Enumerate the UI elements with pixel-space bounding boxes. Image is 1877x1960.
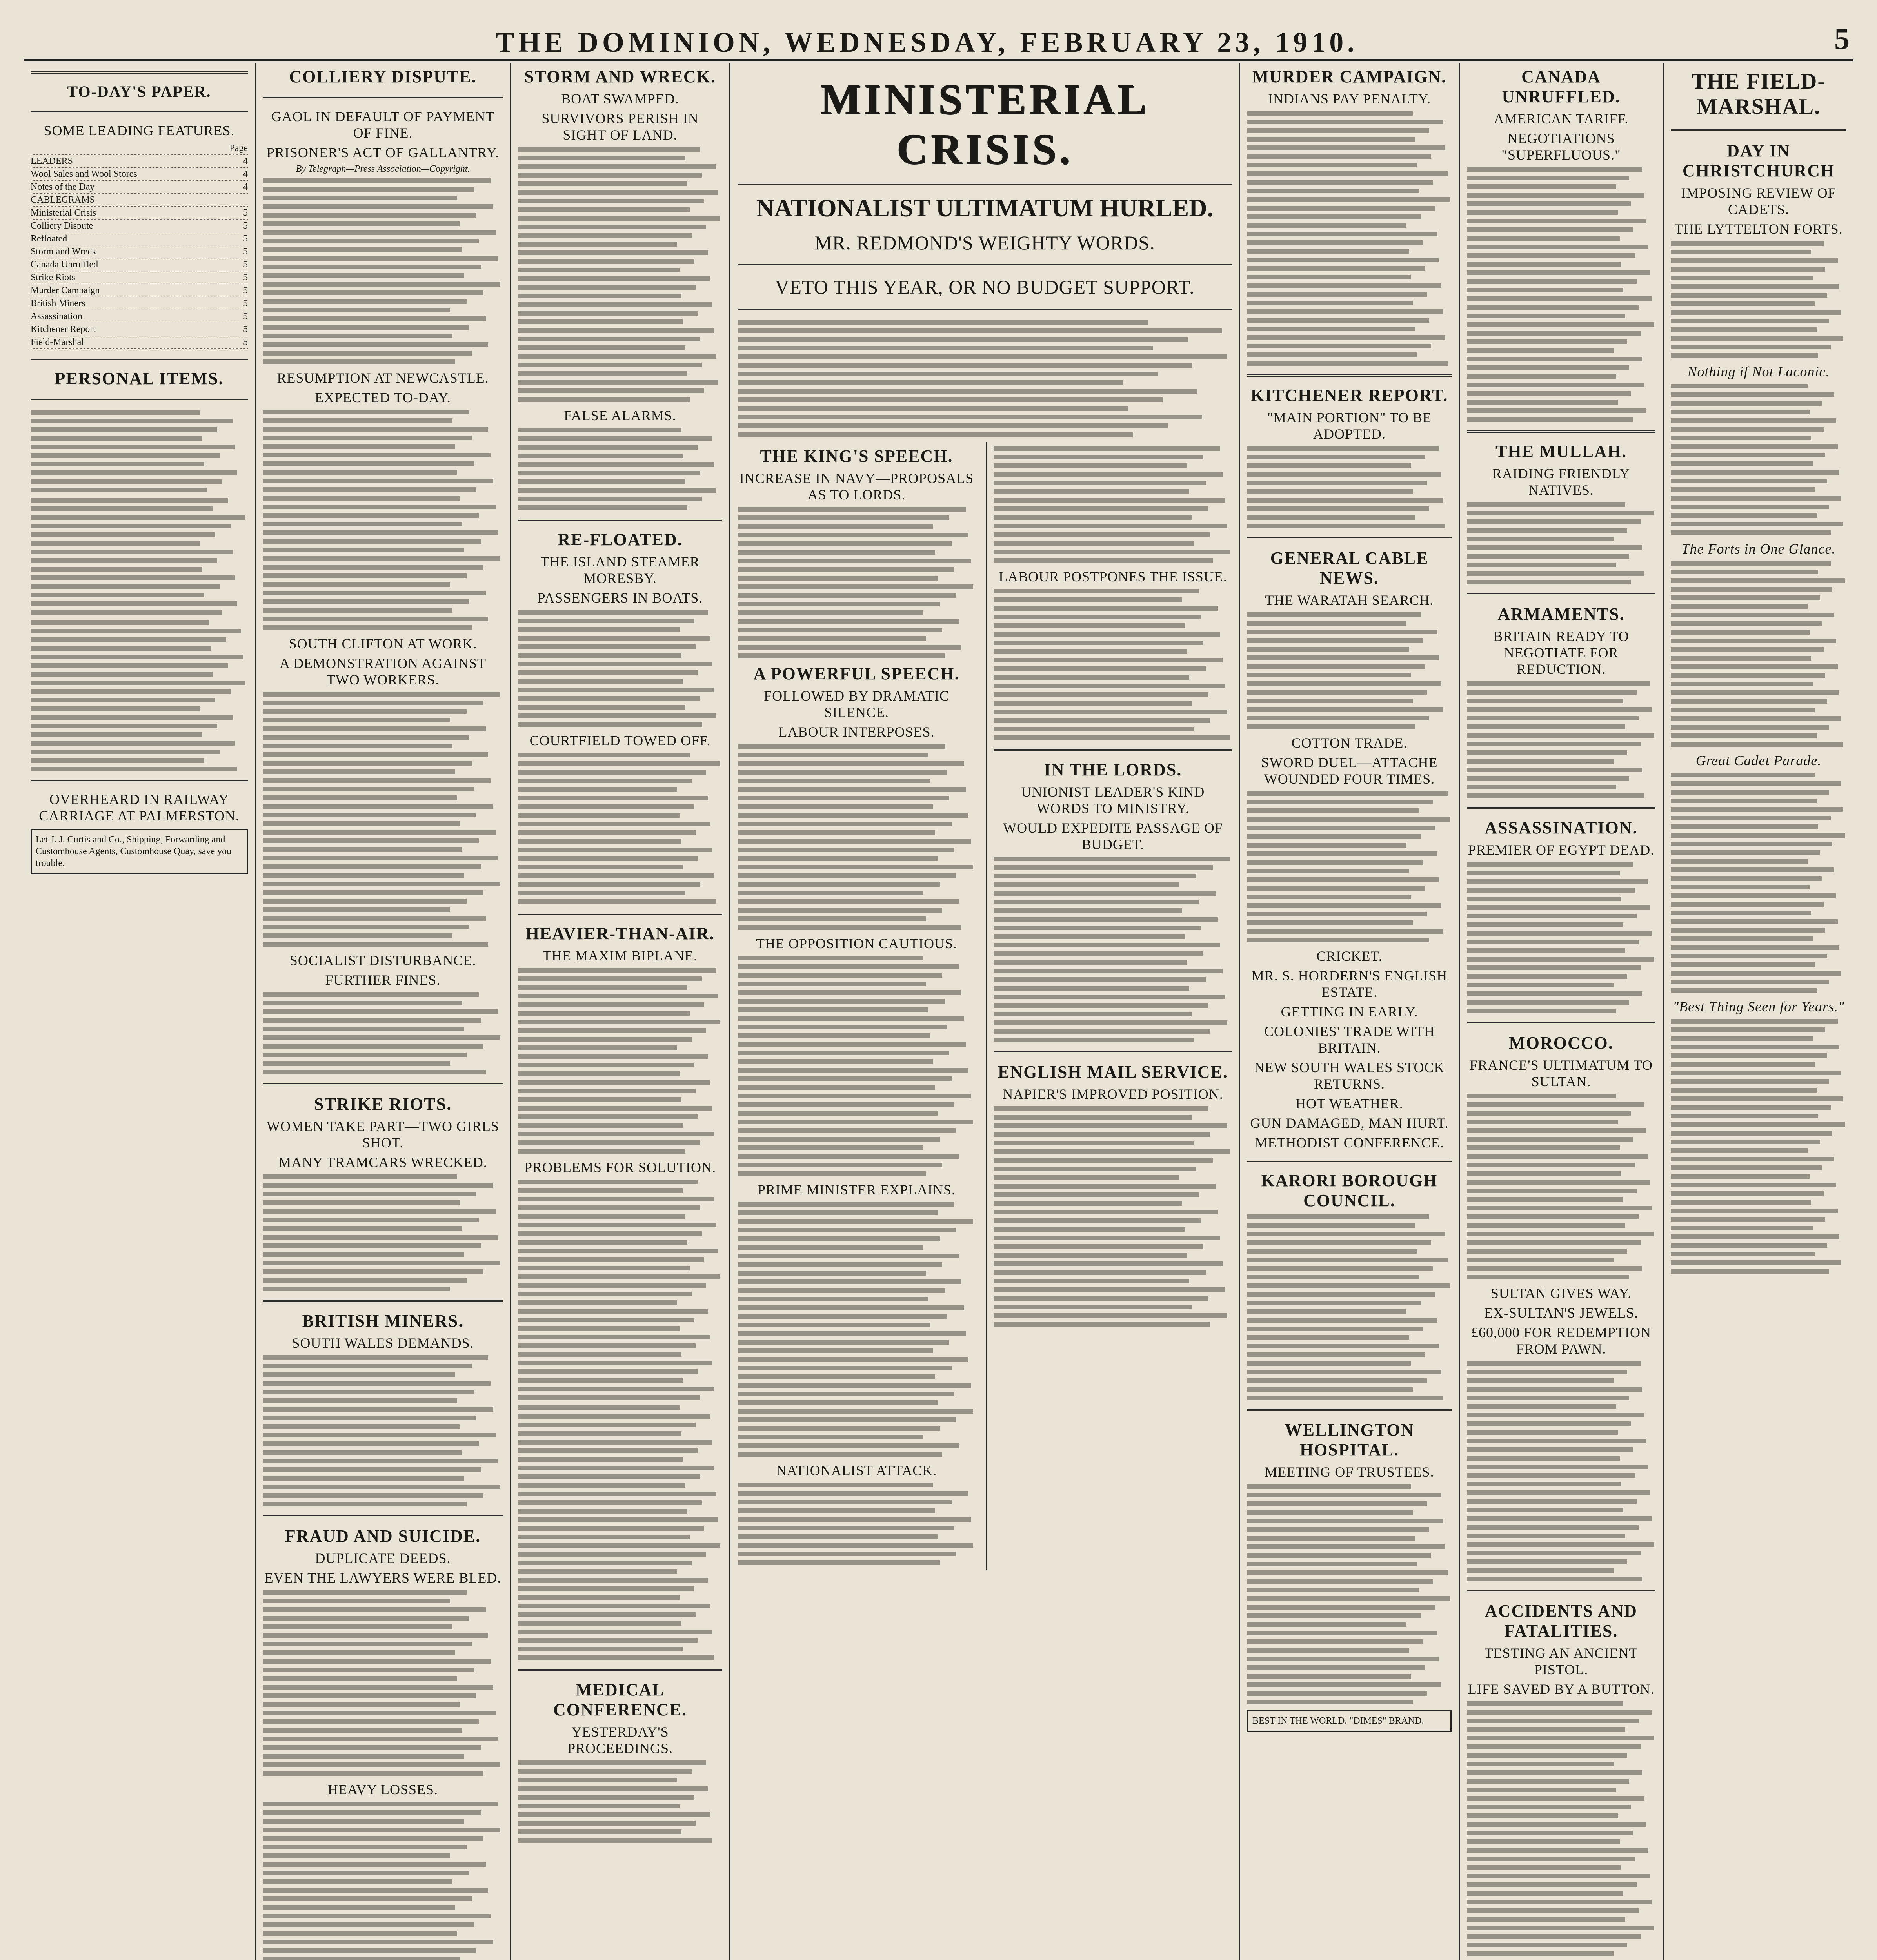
index-row-page: 5 xyxy=(243,247,248,257)
article-text xyxy=(738,507,976,658)
column-colliery xyxy=(255,63,510,1960)
american-tariff-subhead: AMERICAN TARIFF. xyxy=(1494,111,1629,127)
cricket-subhead: CRICKET. xyxy=(1316,948,1383,964)
assassination-heading: ASSASSINATION. xyxy=(1485,818,1638,837)
article-text xyxy=(738,1202,976,1457)
article-text xyxy=(1247,111,1452,366)
morocco-heading: MOROCCO. xyxy=(1509,1033,1614,1053)
button-subhead: LIFE SAVED BY A BUTTON. xyxy=(1468,1681,1655,1697)
article-text xyxy=(1247,612,1452,729)
english-mail-heading: ENGLISH MAIL SERVICE. xyxy=(998,1062,1228,1082)
column-storm xyxy=(510,63,729,1960)
rule xyxy=(1247,374,1452,377)
masthead-title: THE DOMINION, WEDNESDAY, FEBRUARY 23, 1910. xyxy=(495,27,1359,58)
article-text xyxy=(738,956,976,1176)
mullah-heading: THE MULLAH. xyxy=(1495,442,1627,461)
article-text xyxy=(263,178,503,364)
article-text xyxy=(263,692,503,947)
premier-egypt-subhead: PREMIER OF EGYPT DEAD. xyxy=(1468,842,1655,858)
article-text xyxy=(1467,1701,1655,1956)
index-row xyxy=(31,336,248,349)
lyttelton-subhead: THE LYTTELTON FORTS. xyxy=(1674,221,1843,237)
column-murder-campaign xyxy=(1239,63,1459,1960)
main-portion-subhead: "MAIN PORTION" TO BE ADOPTED. xyxy=(1267,410,1432,442)
waratah-subhead: THE WARATAH SEARCH. xyxy=(1265,592,1434,608)
index-row xyxy=(31,297,248,310)
index-row xyxy=(31,258,248,271)
lords-subhead: UNIONIST LEADER'S KIND WORDS TO MINISTRY. xyxy=(1021,784,1205,816)
index-row xyxy=(31,310,248,323)
rule xyxy=(1247,1409,1452,1411)
page-number: 5 xyxy=(1834,22,1850,56)
index-list xyxy=(31,142,248,349)
article-text xyxy=(263,1590,503,1776)
article-text xyxy=(994,446,1232,563)
personal-items-title: PERSONAL ITEMS. xyxy=(55,369,224,388)
storm-wreck-heading: STORM AND WRECK. xyxy=(524,67,716,86)
article-text xyxy=(263,410,503,630)
resumption-heading: RESUMPTION AT NEWCASTLE. xyxy=(277,370,489,386)
nsw-stock-subhead: NEW SOUTH WALES STOCK RETURNS. xyxy=(1254,1060,1445,1092)
advertisement: Let J. J. Curtis and Co., Shipping, Forwarding and Customhouse Agents, Customhouse Quay, save you trouble. xyxy=(31,829,248,874)
article-text xyxy=(1671,1019,1846,1274)
resumption-subhead: EXPECTED TO-DAY. xyxy=(315,390,451,405)
article-text xyxy=(1467,1361,1655,1581)
article-text xyxy=(994,1106,1232,1327)
personal-items-text xyxy=(31,410,248,492)
index-row-label: Colliery Dispute xyxy=(31,221,93,231)
index-row-label: Canada Unruffled xyxy=(31,260,98,270)
index-row xyxy=(31,220,248,232)
tramcars-subhead: MANY TRAMCARS WRECKED. xyxy=(278,1154,487,1170)
raiding-subhead: RAIDING FRIENDLY NATIVES. xyxy=(1492,466,1630,498)
article-text xyxy=(518,1405,722,1660)
index-row-label: Wool Sales and Wool Stores xyxy=(31,169,137,179)
article-text xyxy=(1671,384,1846,535)
rule xyxy=(31,71,248,74)
demonstration-subhead: A DEMONSTRATION AGAINST TWO WORKERS. xyxy=(279,655,487,688)
further-fines-subhead: FURTHER FINES. xyxy=(325,972,441,988)
index-title: TO-DAY'S PAPER. xyxy=(67,83,211,100)
article-text xyxy=(1671,773,1846,993)
rule xyxy=(1671,129,1846,131)
two-column-body xyxy=(738,442,1232,1570)
accidents-heading: ACCIDENTS AND FATALITIES. xyxy=(1485,1601,1638,1641)
in-the-lords-heading: IN THE LORDS. xyxy=(1044,760,1182,779)
rule xyxy=(263,1515,503,1517)
article-text xyxy=(518,147,722,402)
main-subhead: NATIONALIST ULTIMATUM HURLED. xyxy=(756,194,1214,222)
index-row-page: 5 xyxy=(243,311,248,321)
indians-subhead: INDIANS PAY PENALTY. xyxy=(1268,91,1431,107)
courtfield-subhead: COURTFIELD TOWED OFF. xyxy=(529,733,711,748)
rule xyxy=(263,97,503,98)
yesterday-subhead: YESTERDAY'S PROCEEDINGS. xyxy=(567,1724,673,1756)
personal-items-text xyxy=(31,498,248,615)
index-row-page: 5 xyxy=(243,298,248,309)
hot-weather-subhead: HOT WEATHER. xyxy=(1296,1096,1403,1111)
lawyers-subhead: EVEN THE LAWYERS WERE BLED. xyxy=(264,1570,502,1586)
christchurch-subhead: DAY IN CHRISTCHURCH xyxy=(1682,141,1835,180)
index-row-label: Refloated xyxy=(31,234,67,244)
index-row xyxy=(31,245,248,258)
boat-swamped-subhead: BOAT SWAMPED. xyxy=(561,91,679,107)
advertisement: BEST IN THE WORLD. "DIMES" BRAND. xyxy=(1247,1710,1452,1732)
index-row xyxy=(31,323,248,336)
rule xyxy=(1467,1022,1655,1024)
duplicate-deeds-subhead: DUPLICATE DEEDS. xyxy=(315,1550,451,1566)
main-headline: MINISTERIAL CRISIS. xyxy=(820,75,1150,173)
index-row-page: 5 xyxy=(243,324,248,334)
colliery-dispute-heading: COLLIERY DISPUTE. xyxy=(289,67,477,86)
index-row-label: Storm and Wreck xyxy=(31,247,96,257)
index-row-page: 5 xyxy=(243,234,248,244)
rule xyxy=(994,749,1232,751)
colliery-subhead: GAOL IN DEFAULT OF PAYMENT OF FINE. xyxy=(271,109,495,141)
pistol-subhead: TESTING AN ANCIENT PISTOL. xyxy=(1484,1645,1638,1677)
rule xyxy=(31,780,248,782)
south-clifton-heading: SOUTH CLIFTON AT WORK. xyxy=(289,636,477,652)
hordern-subhead: MR. S. HORDERN'S ENGLISH ESTATE. xyxy=(1251,968,1448,1000)
rule xyxy=(518,519,722,521)
socialist-heading: SOCIALIST DISTURBANCE. xyxy=(289,953,476,968)
main-subhead-3: VETO THIS YEAR, OR NO BUDGET SUPPORT. xyxy=(775,276,1195,298)
index-row-label: Kitchener Report xyxy=(31,324,96,334)
article-text xyxy=(1247,1484,1452,1704)
france-ultimatum-subhead: FRANCE'S ULTIMATUM TO SULTAN. xyxy=(1470,1057,1653,1089)
article-text xyxy=(994,857,1232,1042)
powerful-speech-subhead: FOLLOWED BY DRAMATIC SILENCE. xyxy=(764,688,949,720)
index-row-page: 5 xyxy=(243,285,248,296)
article-text xyxy=(1467,681,1655,798)
heavy-losses-subhead: HEAVY LOSSES. xyxy=(327,1782,438,1797)
rule xyxy=(1247,537,1452,539)
laconic-subhead: Nothing if Not Laconic. xyxy=(1687,364,1830,379)
index-row-page: 5 xyxy=(243,208,248,218)
article-text xyxy=(738,320,1232,437)
index-row-page: 4 xyxy=(243,169,248,179)
cadet-parade-subhead: Great Cadet Parade. xyxy=(1695,753,1822,768)
rule xyxy=(263,1083,503,1085)
rule xyxy=(518,913,722,915)
nationalist-attack-subhead: NATIONALIST ATTACK. xyxy=(776,1463,937,1478)
strike-riots-heading: STRIKE RIOTS. xyxy=(314,1094,452,1114)
index-row xyxy=(31,168,248,181)
rule xyxy=(1247,1160,1452,1162)
article-text xyxy=(263,992,503,1074)
gun-damaged-subhead: GUN DAMAGED, MAN HURT. xyxy=(1250,1115,1449,1131)
maxim-biplane-subhead: THE MAXIM BIPLANE. xyxy=(543,948,698,964)
index-header-page: Page xyxy=(229,143,248,153)
rule xyxy=(738,309,1232,310)
index-row-label: CABLEGRAMS xyxy=(31,195,95,205)
article-text xyxy=(263,1355,503,1506)
index-row-page: 5 xyxy=(243,272,248,283)
index-row-label: British Miners xyxy=(31,298,85,309)
index-row-label: Strike Riots xyxy=(31,272,76,283)
index-row xyxy=(31,155,248,168)
columns xyxy=(24,63,1853,1960)
index-row-page: 4 xyxy=(243,182,248,192)
rule xyxy=(1467,593,1655,595)
survivors-subhead: SURVIVORS PERISH IN SIGHT OF LAND. xyxy=(541,111,699,143)
article-text xyxy=(1247,446,1452,528)
rule xyxy=(1467,1590,1655,1592)
moresby-subhead: THE ISLAND STEAMER MORESBY. xyxy=(540,554,700,586)
article-text xyxy=(518,1760,722,1843)
trustees-subhead: MEETING OF TRUSTEES. xyxy=(1265,1464,1434,1480)
rule xyxy=(1467,430,1655,433)
rule xyxy=(31,111,248,112)
index-row xyxy=(31,181,248,194)
index-row xyxy=(31,271,248,284)
article-text xyxy=(1671,561,1846,747)
body-right xyxy=(986,442,1232,1570)
article-text xyxy=(1467,862,1655,1013)
article-text xyxy=(518,428,722,510)
strike-riots-subhead: WOMEN TAKE PART—TWO GIRLS SHOT. xyxy=(267,1118,499,1151)
index-row-label: Ministerial Crisis xyxy=(31,208,96,218)
column-field-marshal xyxy=(1663,63,1853,1960)
index-row-label: Notes of the Day xyxy=(31,182,95,192)
article-text xyxy=(518,968,722,1154)
cadets-subhead: IMPOSING REVIEW OF CADETS. xyxy=(1681,185,1836,217)
index-row-label: Murder Campaign xyxy=(31,285,100,296)
heavier-than-air-heading: HEAVIER-THAN-AIR. xyxy=(525,924,715,943)
index-header-row xyxy=(31,142,248,155)
forts-subhead: The Forts in One Glance. xyxy=(1681,541,1836,557)
napier-subhead: NAPIER'S IMPROVED POSITION. xyxy=(1003,1086,1223,1102)
article-text xyxy=(1671,241,1846,358)
colonies-trade-subhead: COLONIES' TRADE WITH BRITAIN. xyxy=(1264,1024,1435,1056)
overheard-heading: OVERHEARD IN RAILWAY CARRIAGE AT PALMERSTON. xyxy=(39,791,240,824)
problems-subhead: PROBLEMS FOR SOLUTION. xyxy=(524,1160,716,1175)
index-row xyxy=(31,207,248,220)
index-row xyxy=(31,284,248,297)
rule xyxy=(738,264,1232,265)
index-row-label: LEADERS xyxy=(31,156,73,166)
negotiations-subhead: NEGOTIATIONS "SUPERFLUOUS." xyxy=(1501,131,1621,163)
index-row xyxy=(31,232,248,245)
index-items xyxy=(31,155,248,349)
colliery-subhead-2: PRISONER'S ACT OF GALLANTRY. xyxy=(266,145,500,160)
article-text xyxy=(263,1802,503,1960)
rule xyxy=(738,183,1232,185)
article-text xyxy=(1247,1214,1452,1400)
getting-in-early-subhead: GETTING IN EARLY. xyxy=(1281,1004,1418,1020)
methodist-subhead: METHODIST CONFERENCE. xyxy=(1255,1135,1444,1151)
byline: By Telegraph—Press Association—Copyright. xyxy=(296,164,470,174)
index-row-page: 5 xyxy=(243,221,248,231)
column-ministerial-crisis xyxy=(729,63,1239,1960)
medical-conference-heading: MEDICAL CONFERENCE. xyxy=(553,1680,687,1719)
article-text xyxy=(518,1180,722,1400)
cotton-subhead: COTTON TRADE. xyxy=(1291,735,1408,751)
powerful-speech-heading: A POWERFUL SPEECH. xyxy=(753,664,960,683)
index-row-label: Field-Marshal xyxy=(31,337,84,347)
index-row-page: 5 xyxy=(243,260,248,270)
article-text xyxy=(518,753,722,904)
article-text xyxy=(1467,167,1655,422)
kings-speech-subhead: INCREASE IN NAVY—PROPOSALS AS TO LORDS. xyxy=(739,470,974,503)
main-subhead-2: MR. REDMOND'S WEIGHTY WORDS. xyxy=(814,232,1155,254)
kings-speech-heading: THE KING'S SPEECH. xyxy=(760,446,953,466)
index-row-page: 4 xyxy=(243,156,248,166)
false-alarms-subhead: FALSE ALARMS. xyxy=(564,408,676,423)
jewels-subhead: EX-SULTAN'S JEWELS. xyxy=(1484,1305,1639,1321)
column-canada xyxy=(1459,63,1663,1960)
masthead xyxy=(24,16,1853,61)
murder-campaign-heading: MURDER CAMPAIGN. xyxy=(1252,67,1447,86)
rule xyxy=(994,1051,1232,1053)
article-text xyxy=(994,589,1232,740)
index-row-page: 5 xyxy=(243,337,248,347)
index-row xyxy=(31,194,248,207)
index-row-label: Assassination xyxy=(31,311,82,321)
article-text xyxy=(1247,791,1452,942)
fraud-suicide-heading: FRAUD AND SUICIDE. xyxy=(285,1526,481,1546)
best-thing-subhead: "Best Thing Seen for Years." xyxy=(1673,999,1844,1014)
column-index xyxy=(24,63,255,1960)
rule xyxy=(31,358,248,360)
british-miners-heading: BRITISH MINERS. xyxy=(302,1311,464,1330)
article-text xyxy=(738,744,976,930)
britain-ready-subhead: BRITAIN READY TO NEGOTIATE FOR REDUCTION. xyxy=(1493,628,1629,677)
redemption-subhead: £60,000 FOR REDEMPTION FROM PAWN. xyxy=(1471,1325,1652,1357)
article-text xyxy=(1467,502,1655,584)
rule xyxy=(263,1300,503,1302)
refloated-heading: RE-FLOATED. xyxy=(558,530,683,549)
rule xyxy=(31,399,248,400)
prime-minister-subhead: PRIME MINISTER EXPLAINS. xyxy=(757,1182,956,1198)
canada-heading: CANADA UNRUFFLED. xyxy=(1502,67,1621,106)
passengers-subhead: PASSENGERS IN BOATS. xyxy=(537,590,703,606)
sultan-subhead: SULTAN GIVES WAY. xyxy=(1490,1285,1632,1301)
labour-interposes-subhead: LABOUR INTERPOSES. xyxy=(778,724,935,740)
field-marshal-heading: THE FIELD-MARSHAL. xyxy=(1691,69,1826,119)
karori-heading: KARORI BOROUGH COUNCIL. xyxy=(1261,1171,1438,1210)
article-text xyxy=(1467,1094,1655,1279)
opposition-cautious-subhead: THE OPPOSITION CAUTIOUS. xyxy=(756,936,957,951)
passage-subhead: WOULD EXPEDITE PASSAGE OF BUDGET. xyxy=(1003,820,1223,852)
article-text xyxy=(738,1483,976,1565)
sword-duel-subhead: SWORD DUEL—ATTACHE WOUNDED FOUR TIMES. xyxy=(1261,755,1438,787)
labour-postpones-subhead: LABOUR POSTPONES THE ISSUE. xyxy=(999,569,1227,584)
general-cable-heading: GENERAL CABLE NEWS. xyxy=(1270,548,1429,588)
personal-items-text xyxy=(31,620,248,771)
body-left xyxy=(738,442,976,1570)
kitchener-report-heading: KITCHENER REPORT. xyxy=(1250,386,1448,405)
rule xyxy=(1467,807,1655,809)
armaments-heading: ARMAMENTS. xyxy=(1497,604,1625,624)
wellington-hospital-heading: WELLINGTON HOSPITAL. xyxy=(1285,1420,1414,1459)
south-wales-subhead: SOUTH WALES DEMANDS. xyxy=(292,1335,474,1351)
article-text xyxy=(518,610,722,727)
article-text xyxy=(263,1174,503,1291)
rule xyxy=(518,1669,722,1671)
index-subtitle: SOME LEADING FEATURES. xyxy=(44,123,235,138)
